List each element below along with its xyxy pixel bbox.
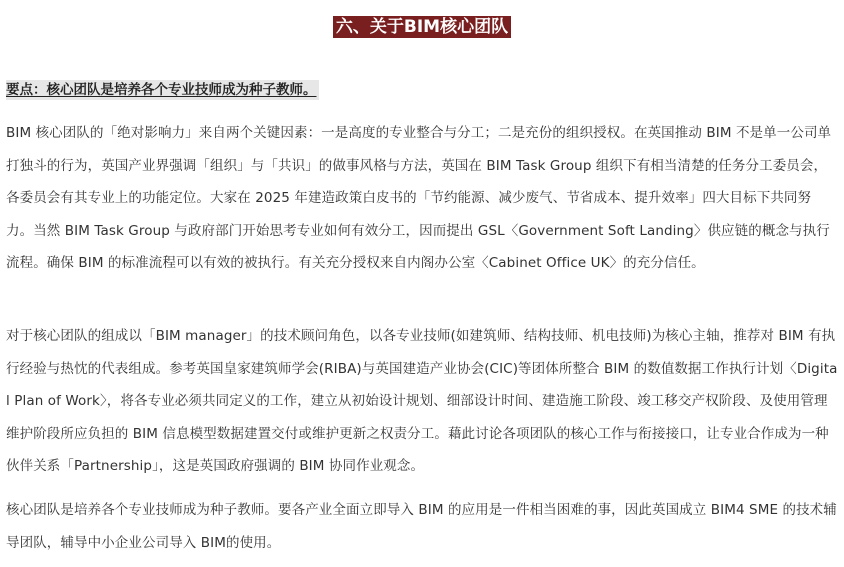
section-title: 六、关于BIM核心团队 bbox=[333, 16, 511, 38]
paragraph-2: 对于核心团队的组成以「BIM manager」的技术顾问角色，以各专业技师(如建筑师、结构技师、机电技师)为核心主轴，推荐对 BIM 有执行经验与热忱的代表组成。参考英国皇家建筑师学会(RIBA)与英国建造产业协会(CIC)等团体所整合 BIM 的数值数据工作执行计划〈Digital Plan of Work〉，将各专业必须共同定义的工作，建立从初始设计规划、细部设计时间、建造施工阶段、竣工移交产权阶段、及使用管理维护阶段所应负担的 BIM 信息模型数据建置交付或维护更新之权责分工。藉此讨论各项团队的核心工作与衔接接口，让专业合作成为一种伙伴关系「Partnership」，这是英国政府强调的 BIM 协同作业观念。 bbox=[6, 328, 838, 474]
key-point: 要点：核心团队是培养各个专业技师成为种子教师。 bbox=[6, 82, 317, 98]
paragraph-1: BIM 核心团队的「绝对影响力」来自两个关键因素：一是高度的专业整合与分工；二是充份的组织授权。在英国推动 BIM 不是单一公司单打独斗的行为，英国产业界强调「组织」与「共识」的做事风格与方法，英国在 BIM Task Group 组织下有相当清楚的任务分工委员会，各委员会有其专业上的功能定位。大家在 2025 年建造政策白皮书的「节约能源、减少废气、节省成本、提升效率」四大目标下共同努力。当然 BIM Task Group 与政府部门开始思考专业如何有效分工，因而提出 GSL〈Government Soft Landing〉供应链的概念与执行流程。确保 BIM 的标准流程可以有效的被执行。有关充分授权来自内阁办公室〈Cabinet Office UK〉的充分信任。 bbox=[6, 125, 832, 271]
paragraph-3: 核心团队是培养各个专业技师成为种子教师。要各产业全面立即导入 BIM 的应用是一件相当困难的事，因此英国成立 BIM4 SME 的技术辅导团队，辅导中小企业公司导入 BIM的使用。 bbox=[6, 502, 837, 551]
section-title-wrap bbox=[0, 16, 844, 38]
